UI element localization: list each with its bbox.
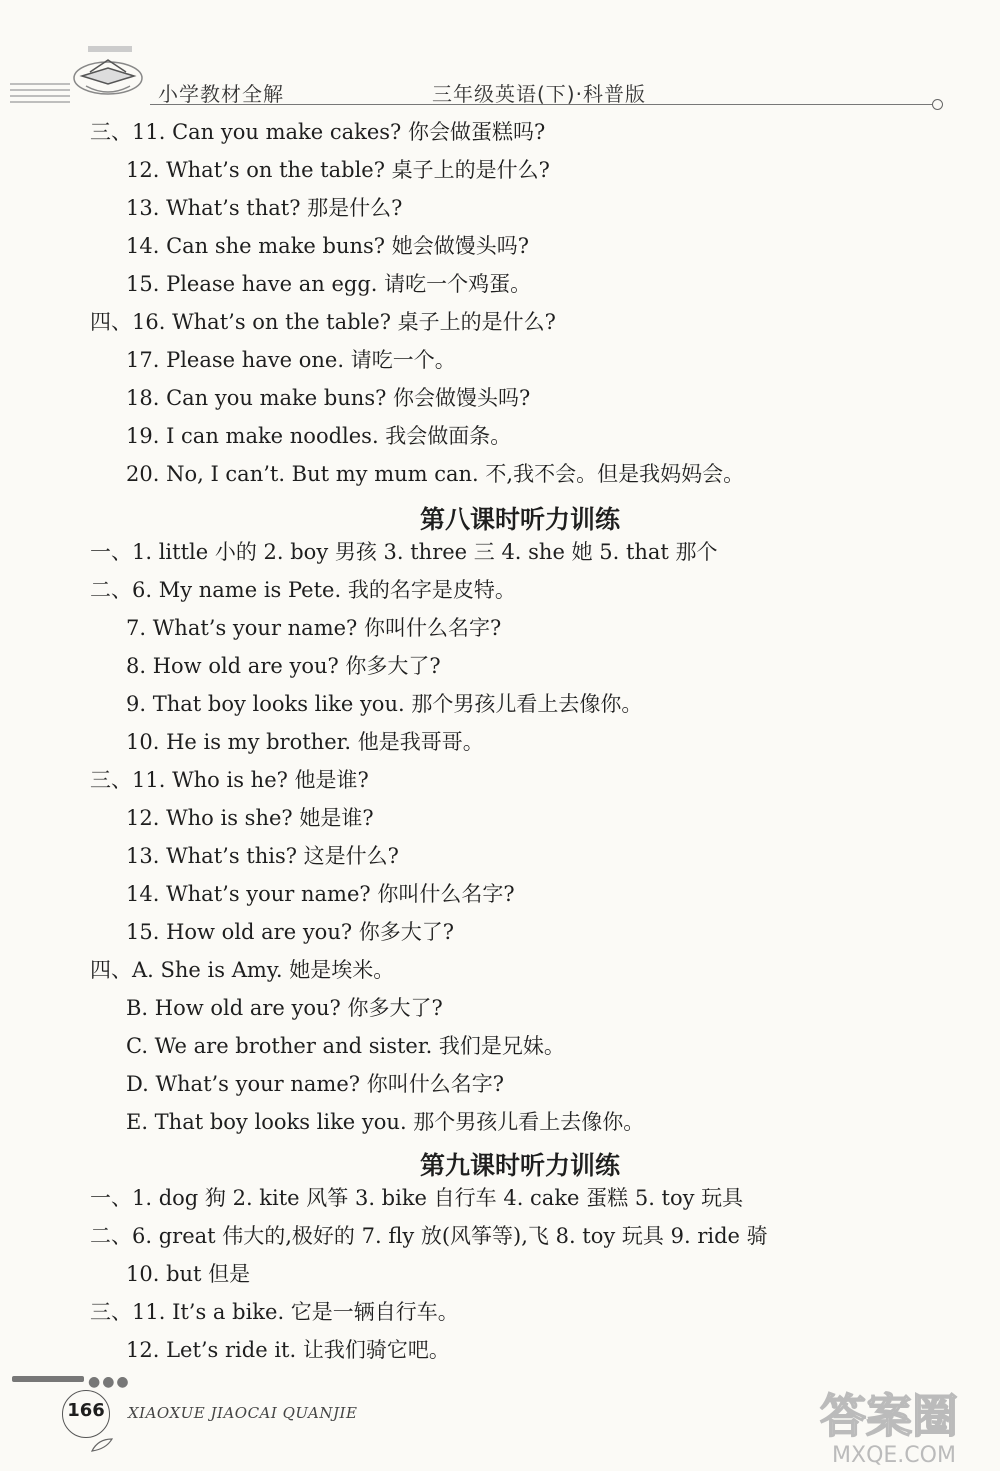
answer-line: 二、6. My name is Pete. 我的名字是皮特。 [90, 578, 516, 602]
svg-text:MXQE.COM: MXQE.COM [832, 1443, 956, 1466]
answer-line: 12. What’s on the table? 桌子上的是什么? [126, 158, 550, 182]
answer-line: 14. Can she make buns? 她会做馒头吗? [126, 234, 529, 258]
footer-dots: ●●● [88, 1374, 131, 1390]
answer-line: 12. Who is she? 她是谁? [126, 806, 374, 830]
answer-line: 二、6. great 伟大的,极好的 7. fly 放(风筝等),飞 8. toy 玩具 9. ride 骑 [90, 1224, 768, 1248]
answer-line: 12. Let’s ride it. 让我们骑它吧。 [126, 1338, 450, 1362]
answer-line: 三、11. Can you make cakes? 你会做蛋糕吗? [90, 120, 546, 144]
decorative-lines [10, 78, 70, 106]
answer-line: 四、A. She is Amy. 她是埃米。 [90, 958, 395, 982]
answer-line: 7. What’s your name? 你叫什么名字? [126, 616, 502, 640]
footer-bar [12, 1376, 84, 1382]
answer-line: 19. I can make noodles. 我会做面条。 [126, 424, 512, 448]
answer-line: 一、1. little 小的 2. boy 男孩 3. three 三 4. she 她 5. that 那个 [90, 540, 718, 564]
answer-line: 18. Can you make buns? 你会做馒头吗? [126, 386, 531, 410]
answer-line: 15. Please have an egg. 请吃一个鸡蛋。 [126, 272, 532, 296]
answer-line: C. We are brother and sister. 我们是兄妹。 [126, 1034, 565, 1058]
book-title: 小学教材全解 [158, 82, 284, 106]
leaf-icon [90, 1437, 114, 1453]
answer-line: 三、11. It’s a bike. 它是一辆自行车。 [90, 1300, 459, 1324]
page-number: 166 [67, 1400, 105, 1421]
watermark-logo [784, 1386, 994, 1466]
page-header [0, 0, 1000, 112]
book-logo-icon [68, 46, 148, 102]
answer-line: 14. What’s your name? 你叫什么名字? [126, 882, 515, 906]
footer-text: XIAOXUE JIAOCAI QUANJIE [128, 1404, 358, 1422]
answer-line: D. What’s your name? 你叫什么名字? [126, 1072, 504, 1096]
answer-line: 13. What’s this? 这是什么? [126, 844, 399, 868]
page-footer [0, 1362, 1000, 1471]
answer-line: 8. How old are you? 你多大了? [126, 654, 441, 678]
answer-line: 17. Please have one. 请吃一个。 [126, 348, 456, 372]
answer-line: B. How old are you? 你多大了? [126, 996, 443, 1020]
answer-line: 10. but 但是 [126, 1262, 251, 1286]
section-title: 第九课时听力训练 [419, 1151, 620, 1180]
svg-text:答案圈: 答案圈 [820, 1389, 958, 1443]
section-title: 第八课时听力训练 [419, 505, 620, 534]
header-dot-icon [932, 99, 943, 110]
answer-line: 10. He is my brother. 他是我哥哥。 [126, 730, 484, 754]
answer-line: 20. No, I can’t. But my mum can. 不,我不会。但是我妈妈会。 [126, 462, 745, 486]
answer-line: 13. What’s that? 那是什么? [126, 196, 403, 220]
answer-line: 四、16. What’s on the table? 桌子上的是什么? [90, 310, 556, 334]
subject-title: 三年级英语(下)·科普版 [432, 82, 646, 106]
answer-line: E. That boy looks like you. 那个男孩儿看上去像你。 [126, 1110, 645, 1134]
answer-line: 15. How old are you? 你多大了? [126, 920, 455, 944]
header-rule [150, 104, 934, 105]
answer-line: 三、11. Who is he? 他是谁? [90, 768, 369, 792]
answer-line: 9. That boy looks like you. 那个男孩儿看上去像你。 [126, 692, 643, 716]
answer-line: 一、1. dog 狗 2. kite 风筝 3. bike 自行车 4. cake 蛋糕 5. toy 玩具 [90, 1186, 744, 1210]
